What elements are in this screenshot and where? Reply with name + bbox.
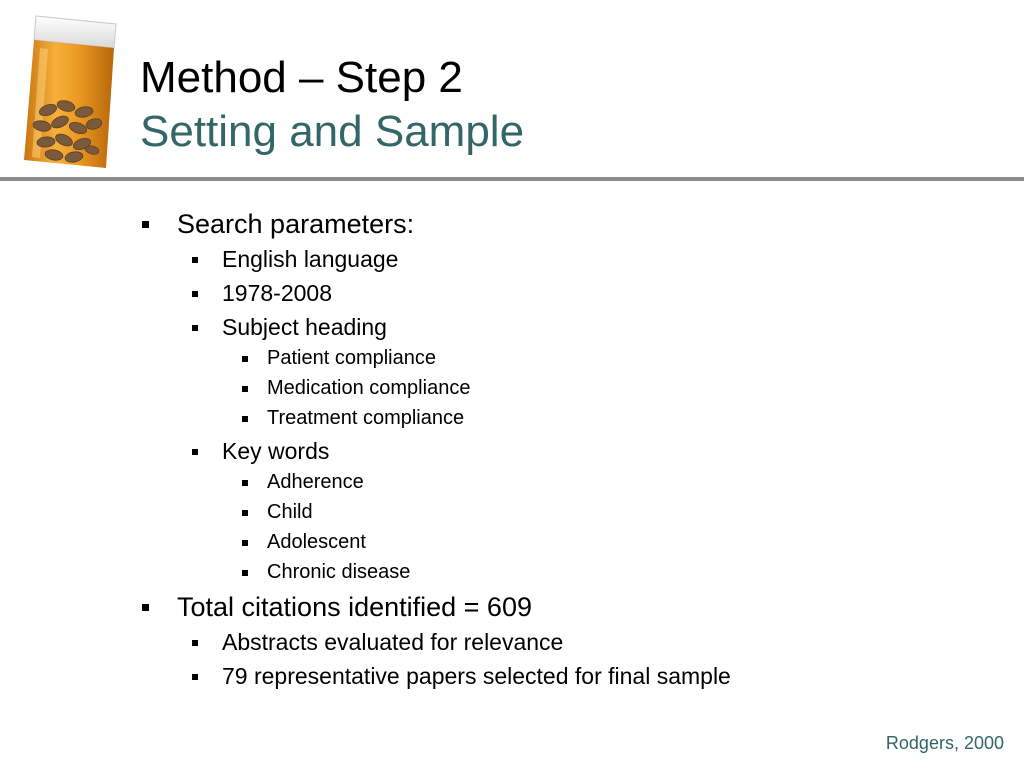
bullet-marker [192,325,198,331]
bullet-item-level-2: 1978-2008 [222,280,332,306]
bullet-marker [242,510,248,516]
bullet-item-level-3: Adolescent [267,531,366,553]
slide-title: Method – Step 2 [140,53,463,102]
bullet-marker [242,570,248,576]
bullet-marker [192,257,198,263]
bullet-item-level-2: Abstracts evaluated for relevance [222,629,564,655]
bullet-item-level-2: 79 representative papers selected for final sample [222,663,731,689]
bullet-marker [142,221,149,228]
bullet-marker [242,386,248,392]
bullet-marker [192,449,198,455]
bullet-item-level-1: Total citations identified = 609 [177,592,532,622]
bullet-item-level-3: Patient compliance [267,347,436,369]
bullet-item-level-3: Treatment compliance [267,407,465,429]
bullet-marker [142,604,149,611]
bullet-item-level-1: Search parameters: [177,209,415,239]
bullet-marker [192,674,198,680]
bullet-marker [192,640,198,646]
bullet-item-level-2: Subject heading [222,314,387,340]
bullet-item-level-2: Key words [222,438,330,464]
bullet-item-level-3: Adherence [267,471,364,493]
bullet-item-level-3: Chronic disease [267,561,411,583]
bullet-item-level-2: English language [222,246,399,272]
bullet-marker [242,356,248,362]
bullet-item-level-3: Medication compliance [267,377,471,399]
bullet-marker [192,291,198,297]
citation: Rodgers, 2000 [885,733,1004,753]
bullet-item-level-3: Child [267,501,313,523]
bullet-marker [242,416,248,422]
slide-subtitle: Setting and Sample [140,107,525,156]
bullet-marker [242,480,248,486]
bullet-marker [242,540,248,546]
